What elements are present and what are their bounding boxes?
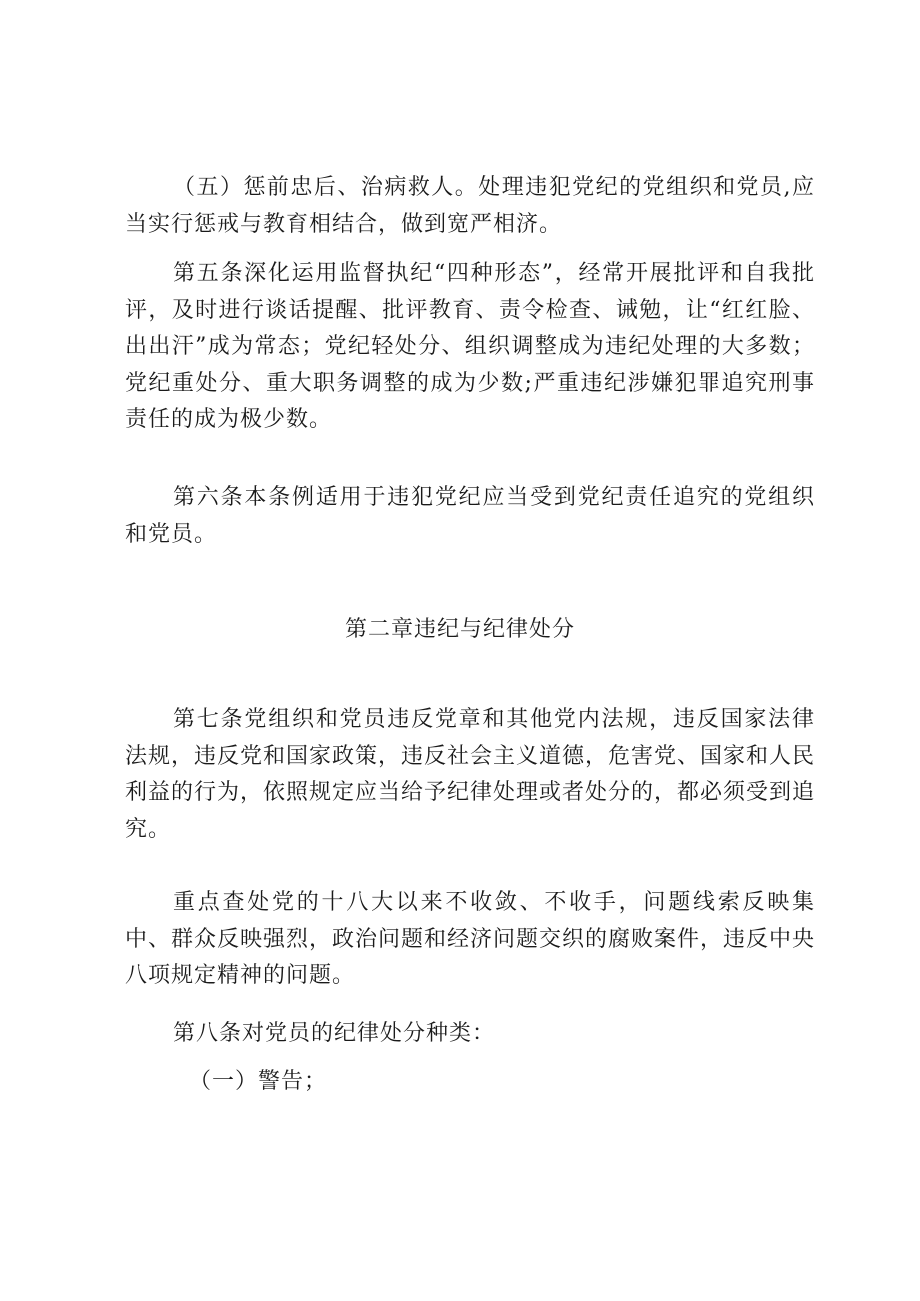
paragraph-article-5: 第五条深化运用监督执纪“四种形态”，经常开展批评和自我批评，及时进行谈话提醒、批评教育、责令检查、诫勉，让“红红脸、出出汗”成为常态；党纪轻处分、组织调整成为违纪处理的大多数；党纪重处分、重大职务调整的成为少数;严重违纪涉嫌犯罪追究刑事责任的成为极少数。 — [125, 261, 815, 432]
paragraph-article-7: 第七条党组织和党员违反党章和其他党内法规，违反国家法律法规，违反党和国家政策，违反社会主义道德，危害党、国家和人民利益的行为，依照规定应当给予纪律处理或者处分的，都必须受到追究。 — [125, 707, 816, 842]
paragraph-article-6: 第六条本条例适用于违犯党纪应当受到党纪责任追究的党组织和党员。 — [125, 485, 815, 547]
paragraph-article-8: 第八条对党员的纪律处分种类： — [173, 1021, 496, 1046]
paragraph-focus: 重点查处党的十八大以来不收敛、不收手，问题线索反映集中、群众反映强烈，政治问题和经济问题交织的腐败案件，违反中央八项规定精神的问题。 — [125, 890, 816, 988]
list-item-warning: （一）警告； — [189, 1069, 328, 1094]
chapter-heading: 第二章违纪与纪律处分 — [344, 617, 575, 642]
paragraph-principle-five: （五）惩前忠后、治病救人。处理违犯党纪的党组织和党员,应当实行惩戒与教育相结合，做到宽严相济。 — [125, 175, 815, 237]
